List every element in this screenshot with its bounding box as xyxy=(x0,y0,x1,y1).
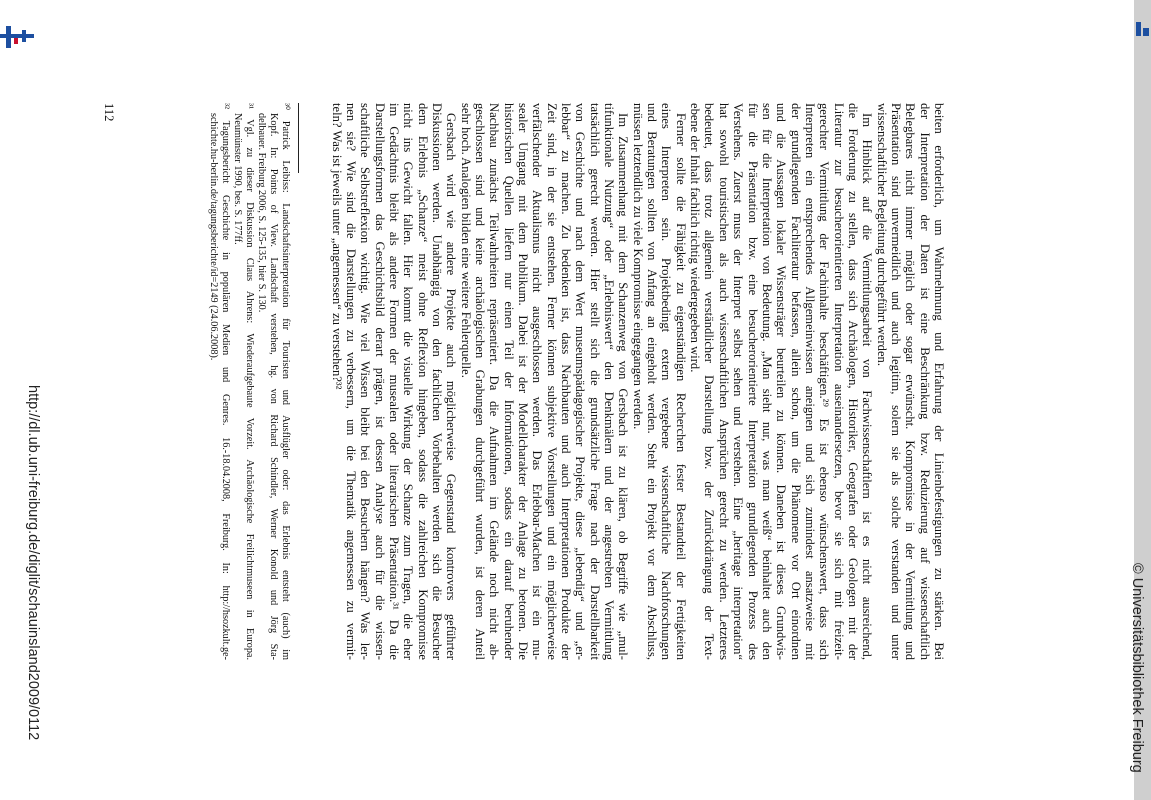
body-line: sealer Umgang mit dem Publikum. Dabei ist der Modellcharakter der Anlage zu betonen. Die xyxy=(516,103,531,660)
body-line: Interpreten ein entsprechendes Allgemeinwissen aneignen und sich zumindest ansatzweise mit xyxy=(802,103,817,660)
page-number: 112 xyxy=(102,103,116,122)
body-line: und Beratungen sollten von Anfang an eingeholt werden. Steht ein Projekt vor dem Abschluss, xyxy=(645,103,660,660)
body-line: der grundlegenden Fachliteratur befassen, allein schon, um die Phänomene vor Ort einordnen xyxy=(788,103,803,660)
body-line: schaftliche Selbstreflexion wichtig. Wie viel Wissen bleibt bei den Besuchern hängen? Was ler- xyxy=(358,103,373,660)
body-line: lebbar“ zu machen. Zu bedenken ist, dass Nachbauten und auch Interpretationen Produkte der xyxy=(559,103,574,660)
body-line: die Forderung zu stellen, dass sich Archäologen, Historiker, Geografen oder Geologen mit der xyxy=(845,103,860,660)
body-line: gerechter Vermittlung der Fachinhalte beschäftigen.²⁹ Es ist ebenso wünschenswert, dass sich xyxy=(817,103,832,660)
body-line: beiten erforderlich, um Wahrnehmung und Erfahrung der Linienbefestigungen zu stärken. Bei xyxy=(932,103,946,660)
body-line: geschlossen sind und keine archäologischen Grabungen durchgeführt wurden, ist deren Anteil xyxy=(473,103,487,660)
body-line: hat sowohl touristischen als auch wissenschaftlichen Ansprüchen gerecht zu werden. Letzteres xyxy=(716,103,731,660)
body-line: der Interpretation der Daten ist eine Beschränkung bzw. Reduzierung auf wissenschaftlich xyxy=(917,103,932,660)
body-line: Ferner sollte die Fähigkeit zu eigenständigen Recherchen fester Bestandteil der Fertigkeiten xyxy=(673,113,688,660)
body-line: eines Interpreten sein. Projektbedingt extern vergebene wissenschaftliche Nachforschungen xyxy=(659,103,674,660)
footnote-line: Kopf. In: Points of View. Landschaft verstehen, hg. von Richard Schindler, Werner Konold und Jörg Sta- xyxy=(268,113,279,660)
body-line: sen für die Interpretation von Bedeutung. „Man sieht nur, was man weiß“ beinhaltet auch den xyxy=(759,103,774,660)
body-line: Nachbau zunächst Teilwahrheiten repräsentiert. Da die Aufnahmen im Gelände noch nicht ab- xyxy=(487,103,502,660)
body-text xyxy=(329,103,946,660)
footnote-line: ³² Tagungsbericht Geschichte in populären Medien und Genres. 16.-18.04.2008, Freiburg. In: http://hsozkult.ge- xyxy=(220,103,231,660)
body-line: nen sie? Wie sind die Darstellungen zu verbessern, um die Thematik angemessen zu vermit- xyxy=(343,103,358,660)
body-line: nicht ins Gewicht fallen. Hier kommt die visuelle Wirkung der Schanze zum Tragen, die eher xyxy=(401,103,416,660)
body-line: verfälschender Aktualismus nicht ausgeschlossen werden. Das Erlebbar-Machen ist ein mu- xyxy=(530,103,545,660)
margin-copyright: © Universitätsbibliothek Freiburg xyxy=(1129,563,1145,773)
footnote-rule xyxy=(298,103,299,173)
footnote-line: delbauer. Freiburg 2006, S. 125-135, hier S. 130. xyxy=(256,113,267,313)
footnotes xyxy=(207,103,291,660)
body-line: Präsentation sind unvermeidlich und auch legitim, solern sie als solche verstanden und unter xyxy=(888,103,903,660)
body-line: Verstehens. Zuerst muss der Interpret selbst sehen und verstehen. Eine „heritage interpretation“ xyxy=(731,103,746,660)
body-line: Diskussionen werden. Unabhängig von den fachlichen Vorbehalten werden sich die Besucher xyxy=(429,103,444,660)
footnote-line: schichte.hu-berlin.de/tagungsberichte/id=2149 (24.06.2008). xyxy=(208,113,219,361)
body-line: wissenschaftlicher Begleitung durchgeführt werden. xyxy=(874,103,889,366)
body-line: teln? Was ist jeweils unter „angemessen“ zu verstehen?³² xyxy=(329,103,344,390)
margin-url[interactable]: http://dl.ub.uni-freiburg.de/diglit/schauinsland2009/0112 xyxy=(25,385,41,741)
body-line: tifunktionale Nutzung“ oder „Erlebniswert“ den Denkmälern und der angestrebten Vermittlung xyxy=(602,103,617,660)
body-line: Literatur zur besucherorientierten Interpretation auseinandersetzen, bevor sie sich mit freizeit- xyxy=(831,103,846,660)
body-line: von Geschichte und nach dem Wert museumspädagogischer Projekte, diese „lebendig“ und „er- xyxy=(573,103,588,660)
body-line: sehr hoch. Analogien bilden eine weitere Fehlerquelle. xyxy=(458,103,473,378)
footnote-line: Neumünster 1990, bes. S. 177ff. xyxy=(232,113,243,245)
body-line: und die Aussagen lokaler Wissensträger beurteilen zu können. Daneben ist dieses Grundwis- xyxy=(774,103,789,660)
footnote-line: ³¹ Vgl. zu dieser Diskussion Claus Ahrens: Wiederaufgebaute Vorzeit. Archäologische Freilichtmuseen in Europa. xyxy=(244,103,255,660)
body-line: tatsächlich gerecht werden. Hier stellt sich die grundsätzliche Frage nach der Darstellbarkeit xyxy=(587,103,602,660)
body-line: bedeutet, dass trotz allgemein verständlicher Darstellung bzw. der Zurückdrängung der Text- xyxy=(702,103,717,660)
body-line: historischen Quellen liefern nur einen Teil der Informationen, sodass ein darauf beruhender xyxy=(501,103,516,660)
body-line: Belegbares nicht immer möglich oder sogar erwünscht. Kompromisse in der Vermittlung und xyxy=(903,103,918,660)
body-line: Darstellungsformen das Geschichtsbild derart prägen, ist dessen Analyse auch für die wissen- xyxy=(372,103,387,660)
body-line: dem Erlebnis „Schanze“ meist ohne Reflexion hingeben, sodass die zahlreichen Kompromisse xyxy=(415,103,430,660)
body-line: im Gedächtnis bleibt als andere Formen der musealen oder literarischen Präsentation.³¹ Da die xyxy=(386,103,401,660)
body-line: Im Hinblick auf die Vermittlungsarbeit von Fachwissenschaftlern ist es nicht ausreichend, xyxy=(860,113,875,660)
body-line: für die Präsentation bzw. eine besucherorientierte Interpretation grundlegenden Prozess des xyxy=(745,103,760,660)
body-line: Gersbach wird wie andere Projekte auch möglicherweise Gegenstand kontrovers geführter xyxy=(444,113,459,660)
body-line: müssen letztendlich zu viele Kompromisse eingegangen werden. xyxy=(630,103,645,430)
body-line: Zeit sind, in der sie entstehen. Ferner können subjektive Vorstellungen und ein möglicherweise xyxy=(544,103,559,660)
footnote-line: ³⁰ Patrick Leibiss: Landschaftsinterpretation für Touristen und Ausflügler oder: das Erlebnis entsteht (auch) im xyxy=(280,103,291,660)
body-line: Im Zusammenhang mit dem Schanzenweg von Gersbach ist zu klären, ob Begriffe wie „mul- xyxy=(616,113,631,660)
body-line: ebene der Inhalt fachlich richtig wiedergegeben wird. xyxy=(688,103,703,373)
